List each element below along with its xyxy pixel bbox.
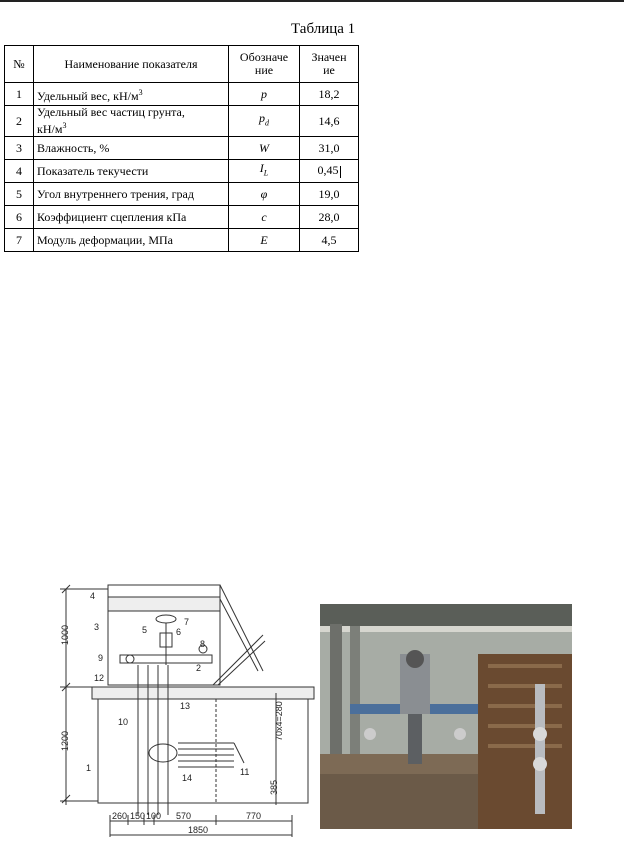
row-name: Коэффициент сцепления кПа: [34, 206, 229, 229]
row-num: 1: [5, 83, 34, 106]
text-cursor: [340, 166, 341, 178]
table-row: [5, 229, 359, 252]
row-name: Удельный вес частиц грунта, $кН/м^3$: [34, 106, 229, 137]
callout-4: 4: [90, 591, 96, 601]
callout-3: 3: [94, 622, 100, 632]
row-value: 19,0: [300, 183, 359, 206]
row-symbol: $p_d$: [229, 106, 300, 137]
callout-6: 6: [176, 627, 182, 637]
row-value: 14,6: [300, 106, 359, 137]
row-symbol: W: [229, 137, 300, 160]
row-symbol: E: [229, 229, 300, 252]
callout-5: 5: [142, 625, 148, 635]
header-name: Наименование показателя: [34, 46, 229, 83]
row-name: Угол внутреннего трения, град: [34, 183, 229, 206]
soil-parameters-table: [4, 45, 359, 252]
row-value: 28,0: [300, 206, 359, 229]
table-row: [5, 83, 359, 106]
dim-w2: 150: [130, 811, 146, 821]
callout-2: 2: [196, 663, 202, 673]
row-name: Показатель текучести: [34, 160, 229, 183]
callout-13: 13: [180, 701, 191, 711]
dim-right-bottom: 385: [269, 779, 279, 795]
table-row: [5, 106, 359, 137]
row-symbol: φ: [229, 183, 300, 206]
dim-total: 1850: [188, 825, 209, 835]
table-row: [5, 183, 359, 206]
callout-1: 1: [86, 763, 92, 773]
table-caption: Таблица 1: [291, 21, 356, 37]
row-num: 7: [5, 229, 34, 252]
table-header-row: [5, 46, 359, 83]
row-num: 5: [5, 183, 34, 206]
row-value: 4,5: [300, 229, 359, 252]
row-symbol: c: [229, 206, 300, 229]
test-stand-drawing: [48, 575, 318, 845]
test-stand-photo: [320, 604, 572, 829]
row-symbol: $I_L$: [229, 160, 300, 183]
table-row: [5, 160, 359, 183]
dim-w3: 100: [146, 811, 162, 821]
header-num: №: [5, 46, 34, 83]
dim-w4: 570: [176, 811, 192, 821]
callout-12: 12: [94, 673, 105, 683]
row-num: 6: [5, 206, 34, 229]
table-row: [5, 137, 359, 160]
header-value: Значен ие: [300, 46, 359, 83]
dim-w5: 770: [246, 811, 262, 821]
dim-height-bottom: 1200: [60, 730, 70, 751]
row-value: 18,2: [300, 83, 359, 106]
callout-14: 14: [182, 773, 193, 783]
row-name: Влажность, %: [34, 137, 229, 160]
callout-10: 10: [118, 717, 129, 727]
header-symbol: Обозначе ние: [229, 46, 300, 83]
row-num: 2: [5, 106, 34, 137]
dim-right-spacing: 70х4=280: [274, 701, 284, 741]
dim-w1: 260: [112, 811, 128, 821]
callout-7: 7: [184, 617, 190, 627]
row-name: Удельный вес, $кН/м^3$: [34, 83, 229, 106]
callout-11: 11: [240, 767, 250, 777]
table-row: [5, 206, 359, 229]
row-name: Модуль деформации, МПа: [34, 229, 229, 252]
row-value: 31,0: [300, 137, 359, 160]
dim-height-top: 1000: [60, 624, 70, 645]
row-symbol: p: [229, 83, 300, 106]
row-num: 4: [5, 160, 34, 183]
row-value: 0,45: [300, 160, 359, 183]
callout-8: 8: [200, 639, 206, 649]
page-top-rule: [0, 0, 624, 2]
row-num: 3: [5, 137, 34, 160]
callout-9: 9: [98, 653, 104, 663]
